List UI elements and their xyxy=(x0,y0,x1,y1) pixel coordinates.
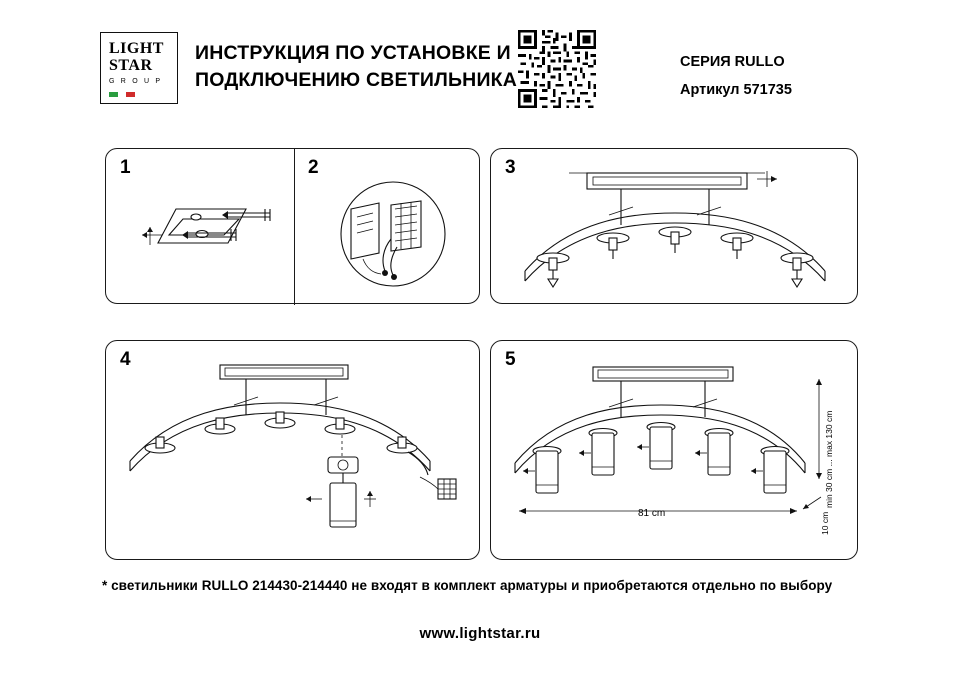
brand-logo xyxy=(100,32,178,104)
step-number-2: 2 xyxy=(308,157,319,178)
page-title-line-1: ИНСТРУКЦИЯ ПО УСТАНОВКЕ И xyxy=(195,42,511,64)
website-link[interactable]: www.lightstar.ru xyxy=(419,625,541,642)
footnote-text: * светильники RULLO 214430-214440 не входят в комплект арматуры и приобретаются отдельно по выбору xyxy=(102,578,833,593)
step-4-illustration xyxy=(120,353,468,553)
logo-line-2: STAR xyxy=(109,57,153,74)
step-3-illustration xyxy=(509,163,849,303)
page-title-line-2: ПОДКЛЮЧЕНИЮ СВЕТИЛЬНИКА xyxy=(195,69,518,91)
step-2-illustration xyxy=(311,179,476,294)
document-header xyxy=(100,28,860,110)
step-number-5: 5 xyxy=(505,349,516,370)
page-title xyxy=(195,40,525,94)
qr-code-icon xyxy=(518,30,596,108)
panel-divider xyxy=(294,149,295,305)
product-info xyxy=(680,48,930,104)
step-panel-4 xyxy=(105,340,480,560)
step-1-illustration xyxy=(136,187,286,292)
series-label: СЕРИЯ RULLO xyxy=(680,54,785,70)
italy-flag-icon xyxy=(109,92,135,97)
dimension-height-label: min 30 cm ... max 130 cm xyxy=(824,410,834,508)
step-number-4: 4 xyxy=(120,349,131,370)
step-panel-5 xyxy=(490,340,858,560)
step-panel-1-2 xyxy=(105,148,480,304)
logo-group-text: G R O U P xyxy=(109,78,163,85)
dimension-depth-label: 10 cm xyxy=(820,511,830,535)
step-number-3: 3 xyxy=(505,157,516,178)
article-label: Артикул 571735 xyxy=(680,82,792,98)
logo-line-1: LIGHT xyxy=(109,40,164,57)
step-number-1: 1 xyxy=(120,157,131,178)
dimension-width-label: 81 cm xyxy=(638,508,666,519)
step-panel-3 xyxy=(490,148,858,304)
step-5-illustration xyxy=(505,359,845,549)
